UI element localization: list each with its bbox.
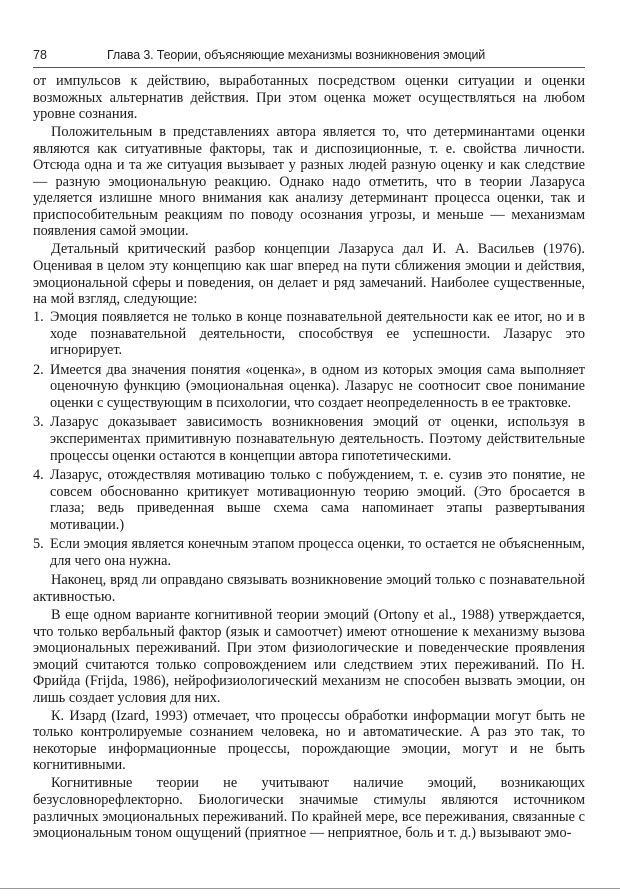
list-item — [33, 467, 585, 533]
page-body — [33, 73, 585, 843]
paragraph: К. Изард (Izard, 1993) отмечает, что процессы обработки информации могут быть не только контролируемые сознанием человека, но и автоматические. А раз это так, то некоторые информационные процессы, порождающие эмоции, могут и не быть когнитивными. — [33, 707, 585, 774]
list-item-text: Лазарус доказывает зависимость возникновения эмоций от оценки, используя в экспериментах примитивную познавательную деятельность. Поэтому действительные процессы оценки остаются в концепции автора гипотетическими. — [50, 414, 585, 464]
list-item-number: 1. — [33, 309, 44, 326]
running-header — [33, 48, 593, 66]
paragraph: Когнитивные теории не учитывают наличие эмоций, возникающих безусловнорефлекторно. Биологически значимые стимулы являются источником различных эмоциональных переживаний. По крайней мере, все переживания, связанные с эмоциональным тоном ощущений (приятное — неприятное, боль и т. д.) вызывают эмо- — [33, 775, 585, 842]
list-item-text: Имеется два значения понятия «оценка», в одном из которых эмоция сама выполняет оценочную функцию (эмоциональная оценка). Лазарус не соотносит свое понимание оценки с существующим в психологии, что создает неопределенность в ее трактовке. — [50, 361, 585, 411]
list-item — [33, 414, 585, 464]
list-item-text: Если эмоция является конечным этапом процесса оценки, то остается не объясненным, для чего она нужна. — [50, 536, 585, 569]
list-item — [33, 536, 585, 569]
list-item-text: Лазарус, отождествляя мотивацию только с побуждением, т. е. сузив это понятие, не совсем обоснованно критикует мотивационную теорию эмоций. (Это бросается в глаза; ведь приведенная выше схема сама напоминает этапы развертывания мотивации.) — [50, 467, 585, 533]
paragraph: Наконец, вряд ли оправдано связывать возникновение эмоций только с познавательной активностью. — [33, 572, 585, 605]
header-rule — [33, 67, 585, 68]
list-item-number: 5. — [33, 536, 44, 553]
list-item-number: 2. — [33, 361, 44, 378]
paragraph: Положительным в представлениях автора является то, что детерминантами оценки являются как ситуативные факторы, так и диспозиционные, т. е. свойства личности. Отсюда одна и та же ситуация вызывает у разных людей разную оценку и как следствие — разную эмоциональную реакцию. Однако надо отметить, что в теории Лазаруса уделяется излишне много внимания как анализу детерминант процесса оценки, так и приспособительным реакциям по поводу осознания угрозы, и меньше — механизмам появления самой эмоции. — [33, 124, 585, 240]
paragraph-continuation: от импульсов к действию, выработанных посредством оценки ситуации и оценки возможных альтернатив действия. При этом оценка может осуществляться на любом уровне сознания. — [33, 73, 585, 123]
page-edge-line — [0, 888, 620, 889]
page-number: 78 — [33, 48, 47, 62]
list-item — [33, 362, 585, 412]
list-item-number: 4. — [33, 467, 44, 484]
list-item — [33, 309, 585, 359]
list-item-number: 3. — [33, 414, 44, 431]
numbered-list — [33, 309, 585, 569]
chapter-title: Глава 3. Теории, объясняющие механизмы возникновения эмоций — [107, 48, 486, 62]
paragraph: Детальный критический разбор концепции Лазаруса дал И. А. Васильев (1976). Оценивая в целом эту концепцию как шаг вперед на пути сближения эмоции и действия, эмоциональной сферы и поведения, он делает и ряд замечаний. Наиболее существенные, на мой взгляд, следующие: — [33, 241, 585, 308]
paragraph: В еще одном варианте когнитивной теории эмоций (Ortony et al., 1988) утверждается, что только вербальный фактор (язык и самоотчет) имеют отношение к механизму вызова эмоциональных переживаний. При этом физиологические и поведенческие проявления эмоций считаются только сопровождением или следствием этих переживаний. По Н. Фрийда (Frijda, 1986), нейрофизиологический механизм не способен вызвать эмоции, он лишь создает условия для них. — [33, 606, 585, 706]
list-item-text: Эмоция появляется не только в конце познавательной деятельности как ее итог, но и в ходе познавательной деятельности, способствуя ее успешности. Лазарус это игнорирует. — [50, 309, 585, 359]
